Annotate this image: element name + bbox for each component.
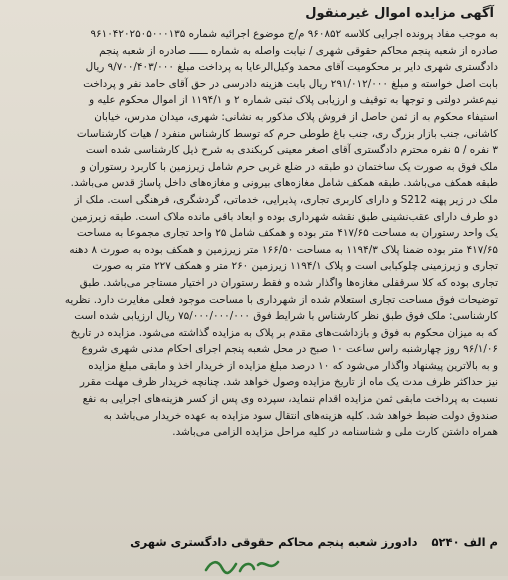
notice-line: همراه داشتن کارت ملی و شناسنامه در کلیه مراحل مزایده الزامی می‌باشد. xyxy=(172,426,498,439)
notice-line: به موجب مفاد پرونده اجرایی کلاسه ۹۶۰۸۵۲ م/ج موضوع اجرائیه شماره ۹۶۱۰۴۲۰۲۵۰۵۰۰۰۱۳۵ xyxy=(90,28,498,40)
notice-line: تجاری و زیرزمینی چلوکبابی است و پلاک ۱۱۹۴/۱ زیرزمین ۲۶۰ متر و همکف ۲۲۷ متر به صورت xyxy=(92,260,498,273)
handwritten-mark-icon xyxy=(200,556,290,576)
notice-line: طبقه همکف می‌باشد. طبقه همکف شامل مغازه‌های بیرونی و مغازه‌های داخل پاساژ قدس می‌باشد. xyxy=(70,177,498,190)
notice-line: ۹۶/۱/۰۶ روز چهارشنبه راس ساعت ۱۰ صبح در محل شعبه پنجم اجرای احکام مدنی شهری شروع xyxy=(81,343,498,356)
notice-line: کارشناسی: ملک فوق طبق نظر کارشناس با شرایط فوق ۷۵/۰۰۰/۰۰۰/۰۰۰ ریال ارزیابی شده است xyxy=(74,310,498,323)
notice-title: آگهی مزایده اموال غیرمنقول xyxy=(305,6,494,21)
notice-line: و به بالاترین پیشنهاد واگذار می‌شود که ۱۰ درصد مبلغ مزایده از خریدار اخذ و مابقی مبلغ مزایده xyxy=(88,359,498,372)
notice-line: ۴۱۷/۶۵ متر بوده ضمنا پلاک ۱۱۹۴/۳ به مساحت ۱۶۶/۵۰ متر زیرزمین و همکف بوده به صورت ۸ دهنه xyxy=(69,243,498,256)
notice-line: بابت اصل خواسته و مبلغ ۲۹۱/۰۱۲/۰۰۰ ریال بابت هزینه دادرسی در حق آقای حامد نفر و پرداخت xyxy=(83,77,498,90)
notice-footer xyxy=(8,532,498,552)
notice-reference-code: م الف ۵۲۴۰ xyxy=(431,535,498,549)
notice-line: نیم‌عشر دولتی و توجها به توقیف و ارزیابی پلاک ثبتی شماره ۲ و ۱۱۹۴/۱ از اموال محکوم علیه و xyxy=(89,94,498,107)
notice-line: دو طرف دارای عقب‌نشینی طبق نقشه شهرداری بوده و ابعاد باقی مانده ملاک است. طبقه زیرزمین xyxy=(70,210,498,223)
notice-line: نیز حداکثر ظرف مدت یک ماه از تاریخ مزایده وصول خواهد شد. چنانچه خریدار ظرف مهلت مقرر xyxy=(79,376,498,389)
notice-line: ملک فوق به صورت یک ساختمان دو طبقه در ضلع غربی حرم شامل زیرزمین با کاربرد رستوران و xyxy=(80,160,498,173)
notice-signature: دادورز شعبه پنجم محاکم حقوقی دادگستری شهری xyxy=(130,535,418,549)
notice-line: ملک در زیر پهنه S212 و دارای کاربری تجاری، پذیرایی، خدماتی، گردشگری، فرهنگی است. ملک از xyxy=(74,193,498,206)
notice-line: صندوق دولت ضبط خواهد شد. کلیه هزینه‌های انتقال سود مزایده به عهده خریدار می‌باشد به xyxy=(103,409,498,422)
auction-notice xyxy=(8,4,498,564)
notice-line: توضیحات فوق مساحت تجاری استعلام شده از شهرداری با مساحت موجود فعلی مغایرت دارد. نظریه xyxy=(64,293,498,306)
notice-line: که به میزان محکوم به فوق و بازداشت‌های مقدم بر پلاک به مزایده گذاشته می‌شود. مزایده در تاریخ xyxy=(70,326,498,339)
notice-line: ۳ نفره / ۵ نفره محترم دادگستری آقای اصغر معینی کربکندی به شرح ذیل کارشناسی شده است xyxy=(85,144,498,157)
notice-line: صادره از شعبه پنجم محاکم حقوقی شهری / نیابت واصله به شماره ــــــ صادره از شعبه پنجم xyxy=(99,44,498,57)
notice-line: استیفاء محکوم به از ثمن حاصل از فروش پلاک مذکور به نشانی: شهری، میدان مدرس، خیابان xyxy=(94,110,498,123)
notice-line: دادگستری شهری دایر بر محکومیت آقای محمد وکیل‌الرعایا به پرداخت مبلغ ۹/۷۰۰/۴۰۳/۰۰۰ ریال xyxy=(85,61,498,74)
notice-line: کاشانی، جنب بازار بزرگ ری، جنب باغ طوطی حرم که توسط کارشناس منفرد / هیات کارشناسات xyxy=(76,127,498,140)
notice-line: تجاری بوده که کلا سرقفلی مغازه‌ها واگذار شده و فقط رستوران در اختیار مستاجر می‌باشد. طبق xyxy=(79,276,498,289)
notice-line: نسبت به پرداخت مابقی ثمن مزایده اقدام ننماید، سپرده وی پس از کسر هزینه‌های اجرایی به نفع xyxy=(82,393,498,406)
notice-line: یک واحد رستوران به مساحت ۴۱۷/۶۵ متر بوده و همکف شامل ۲۵ واحد تجاری مجموعا به مساحت xyxy=(76,227,498,240)
